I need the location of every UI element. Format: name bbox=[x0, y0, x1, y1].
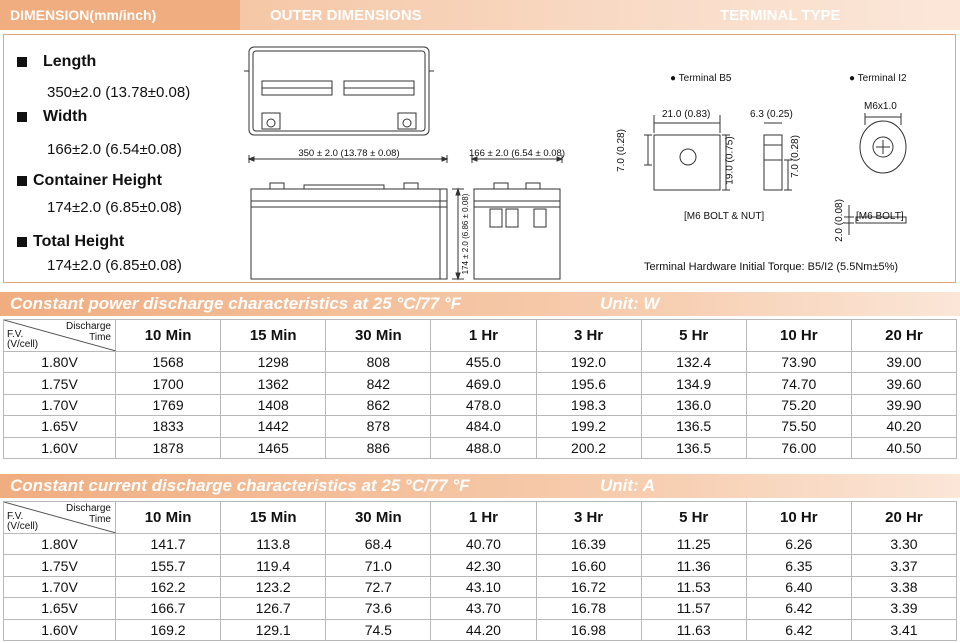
value-cell: 1568 bbox=[116, 352, 221, 373]
value-cell: 199.2 bbox=[536, 416, 641, 437]
terminal-i2-thread: M6x1.0 bbox=[864, 101, 897, 112]
value-cell: 862 bbox=[326, 394, 431, 415]
square-bullet-icon bbox=[17, 237, 27, 247]
battery-top-view bbox=[244, 47, 434, 135]
value-cell: 132.4 bbox=[641, 352, 746, 373]
column-header: 3 Hr bbox=[536, 320, 641, 352]
column-header: 10 Min bbox=[116, 502, 221, 534]
value-cell: 3.38 bbox=[851, 576, 956, 597]
value-cell: 6.42 bbox=[746, 619, 851, 640]
dimension-value: 174±2.0 (6.85±0.08) bbox=[47, 257, 182, 274]
value-cell: 3.39 bbox=[851, 598, 956, 619]
value-cell: 1833 bbox=[116, 416, 221, 437]
current-table-header bbox=[0, 474, 960, 498]
column-header: 1 Hr bbox=[431, 320, 536, 352]
width-dimension-text: 166 ± 2.0 (6.54 ± 0.08) bbox=[469, 148, 565, 159]
value-cell: 1442 bbox=[221, 416, 326, 437]
value-cell: 455.0 bbox=[431, 352, 536, 373]
table-header-row bbox=[4, 320, 957, 352]
column-header: 15 Min bbox=[221, 320, 326, 352]
current-table-title: Constant current discharge characteristics at 25 °C/77 °F bbox=[10, 476, 470, 495]
dimension-panel bbox=[3, 34, 956, 283]
square-bullet-icon bbox=[17, 176, 27, 186]
value-cell: 75.20 bbox=[746, 394, 851, 415]
value-cell: 113.8 bbox=[221, 534, 326, 555]
outer-dimensions-label: OUTER DIMENSIONS bbox=[270, 6, 422, 24]
value-cell: 136.0 bbox=[641, 394, 746, 415]
value-cell: 1298 bbox=[221, 352, 326, 373]
top-header-bar bbox=[0, 0, 960, 30]
value-cell: 469.0 bbox=[431, 373, 536, 394]
final-voltage-cell: 1.75V bbox=[4, 373, 116, 394]
value-cell: 3.30 bbox=[851, 534, 956, 555]
value-cell: 169.2 bbox=[116, 619, 221, 640]
height-dimension-text: 174 ± 2.0 (6.86 ± 0.08) bbox=[461, 193, 470, 275]
value-cell: 166.7 bbox=[116, 598, 221, 619]
table-row bbox=[4, 555, 957, 576]
value-cell: 1769 bbox=[116, 394, 221, 415]
value-cell: 74.5 bbox=[326, 619, 431, 640]
value-cell: 40.20 bbox=[851, 416, 956, 437]
value-cell: 198.3 bbox=[536, 394, 641, 415]
length-dimension-text: 350 ± 2.0 (13.78 ± 0.08) bbox=[298, 148, 400, 159]
value-cell: 123.2 bbox=[221, 576, 326, 597]
value-cell: 200.2 bbox=[536, 437, 641, 458]
terminal-b5-title: ● Terminal B5 bbox=[670, 73, 732, 84]
value-cell: 73.90 bbox=[746, 352, 851, 373]
dimension-header-label: DIMENSION(mm/inch) bbox=[10, 7, 157, 23]
value-cell: 808 bbox=[326, 352, 431, 373]
value-cell: 886 bbox=[326, 437, 431, 458]
final-voltage-cell: 1.60V bbox=[4, 619, 116, 640]
value-cell: 6.42 bbox=[746, 598, 851, 619]
outer-dimension-drawing bbox=[244, 41, 574, 281]
final-voltage-cell: 1.65V bbox=[4, 416, 116, 437]
current-table-body bbox=[4, 534, 957, 641]
value-cell: 11.53 bbox=[641, 576, 746, 597]
value-cell: 73.6 bbox=[326, 598, 431, 619]
final-voltage-cell: 1.80V bbox=[4, 352, 116, 373]
final-voltage-cell: 1.65V bbox=[4, 598, 116, 619]
column-header: 30 Min bbox=[326, 502, 431, 534]
final-voltage-cell: 1.80V bbox=[4, 534, 116, 555]
value-cell: 195.6 bbox=[536, 373, 641, 394]
value-cell: 43.70 bbox=[431, 598, 536, 619]
value-cell: 40.70 bbox=[431, 534, 536, 555]
value-cell: 3.37 bbox=[851, 555, 956, 576]
terminal-b5-height-3: 7.0 (0.28) bbox=[789, 135, 801, 178]
value-cell: 40.50 bbox=[851, 437, 956, 458]
column-header: 20 Hr bbox=[851, 320, 956, 352]
square-bullet-icon bbox=[17, 112, 27, 122]
terminal-i2-title: ● Terminal I2 bbox=[849, 73, 907, 84]
dimension-label: Total Height bbox=[33, 233, 125, 250]
corner-cell: Discharge Time F.V. (V/cell) bbox=[4, 320, 116, 352]
terminal-svg bbox=[604, 65, 954, 265]
value-cell: 141.7 bbox=[116, 534, 221, 555]
dimension-label: Length bbox=[43, 53, 97, 70]
value-cell: 68.4 bbox=[326, 534, 431, 555]
current-table bbox=[3, 501, 957, 641]
value-cell: 76.00 bbox=[746, 437, 851, 458]
terminal-i2-note: [M6 BOLT] bbox=[856, 211, 904, 222]
value-cell: 134.9 bbox=[641, 373, 746, 394]
terminal-i2-height: 2.0 (0.08) bbox=[833, 199, 845, 242]
final-voltage-cell: 1.60V bbox=[4, 437, 116, 458]
column-header: 5 Hr bbox=[641, 502, 746, 534]
value-cell: 11.25 bbox=[641, 534, 746, 555]
dimension-value: 166±2.0 (6.54±0.08) bbox=[47, 141, 182, 158]
value-cell: 3.41 bbox=[851, 619, 956, 640]
terminal-b5-height-2: 19.0 (0.75) bbox=[724, 136, 736, 185]
value-cell: 478.0 bbox=[431, 394, 536, 415]
value-cell: 136.5 bbox=[641, 416, 746, 437]
value-cell: 44.20 bbox=[431, 619, 536, 640]
torque-note: Terminal Hardware Initial Torque: B5/I2 (5.5Nm±5%) bbox=[644, 261, 899, 273]
column-header: 15 Min bbox=[221, 502, 326, 534]
value-cell: 71.0 bbox=[326, 555, 431, 576]
value-cell: 11.63 bbox=[641, 619, 746, 640]
value-cell: 192.0 bbox=[536, 352, 641, 373]
outer-terminal-header bbox=[240, 0, 940, 30]
header-tail bbox=[940, 0, 960, 30]
table-row bbox=[4, 534, 957, 555]
column-header: 30 Min bbox=[326, 320, 431, 352]
value-cell: 162.2 bbox=[116, 576, 221, 597]
power-table bbox=[3, 319, 957, 459]
value-cell: 1465 bbox=[221, 437, 326, 458]
terminal-drawing bbox=[604, 65, 954, 275]
value-cell: 72.7 bbox=[326, 576, 431, 597]
table-row bbox=[4, 352, 957, 373]
value-cell: 16.39 bbox=[536, 534, 641, 555]
column-header: 3 Hr bbox=[536, 502, 641, 534]
value-cell: 1700 bbox=[116, 373, 221, 394]
value-cell: 1362 bbox=[221, 373, 326, 394]
value-cell: 155.7 bbox=[116, 555, 221, 576]
value-cell: 488.0 bbox=[431, 437, 536, 458]
value-cell: 43.10 bbox=[431, 576, 536, 597]
value-cell: 129.1 bbox=[221, 619, 326, 640]
final-voltage-cell: 1.75V bbox=[4, 555, 116, 576]
value-cell: 136.5 bbox=[641, 437, 746, 458]
power-table-header bbox=[0, 292, 960, 316]
column-header: 10 Min bbox=[116, 320, 221, 352]
terminal-b5-thickness: 6.3 (0.25) bbox=[750, 109, 793, 120]
value-cell: 39.60 bbox=[851, 373, 956, 394]
dimension-value: 174±2.0 (6.85±0.08) bbox=[47, 199, 182, 216]
table-row bbox=[4, 576, 957, 597]
table-row bbox=[4, 437, 957, 458]
column-header: 10 Hr bbox=[746, 502, 851, 534]
battery-side-view bbox=[472, 155, 562, 279]
power-table-unit: Unit: W bbox=[600, 294, 660, 313]
column-header: 5 Hr bbox=[641, 320, 746, 352]
terminal-b5-height-1: 7.0 (0.28) bbox=[615, 129, 627, 172]
value-cell: 39.00 bbox=[851, 352, 956, 373]
terminal-b5-width: 21.0 (0.83) bbox=[662, 109, 711, 120]
value-cell: 11.36 bbox=[641, 555, 746, 576]
dimension-label: Container Height bbox=[33, 172, 162, 189]
current-table-unit: Unit: A bbox=[600, 476, 656, 495]
final-voltage-cell: 1.70V bbox=[4, 394, 116, 415]
value-cell: 6.35 bbox=[746, 555, 851, 576]
table-row bbox=[4, 619, 957, 640]
value-cell: 878 bbox=[326, 416, 431, 437]
value-cell: 16.78 bbox=[536, 598, 641, 619]
value-cell: 119.4 bbox=[221, 555, 326, 576]
power-table-body bbox=[4, 352, 957, 459]
dimension-label: Width bbox=[43, 108, 88, 125]
value-cell: 74.70 bbox=[746, 373, 851, 394]
terminal-b5-shape bbox=[644, 115, 792, 190]
battery-front-view bbox=[249, 155, 447, 279]
corner-cell: Discharge Time F.V. (V/cell) bbox=[4, 502, 116, 534]
value-cell: 16.60 bbox=[536, 555, 641, 576]
value-cell: 1878 bbox=[116, 437, 221, 458]
value-cell: 16.72 bbox=[536, 576, 641, 597]
value-cell: 842 bbox=[326, 373, 431, 394]
value-cell: 1408 bbox=[221, 394, 326, 415]
value-cell: 484.0 bbox=[431, 416, 536, 437]
dimension-list bbox=[4, 35, 234, 281]
value-cell: 75.50 bbox=[746, 416, 851, 437]
value-cell: 16.98 bbox=[536, 619, 641, 640]
dimension-header bbox=[0, 0, 240, 30]
value-cell: 126.7 bbox=[221, 598, 326, 619]
table-header-row bbox=[4, 502, 957, 534]
table-row bbox=[4, 416, 957, 437]
value-cell: 39.90 bbox=[851, 394, 956, 415]
final-voltage-cell: 1.70V bbox=[4, 576, 116, 597]
square-bullet-icon bbox=[17, 57, 27, 67]
column-header: 20 Hr bbox=[851, 502, 956, 534]
value-cell: 11.57 bbox=[641, 598, 746, 619]
table-row bbox=[4, 394, 957, 415]
value-cell: 6.40 bbox=[746, 576, 851, 597]
terminal-type-label: TERMINAL TYPE bbox=[720, 6, 841, 24]
column-header: 1 Hr bbox=[431, 502, 536, 534]
value-cell: 42.30 bbox=[431, 555, 536, 576]
power-table-title: Constant power discharge characteristics at 25 °C/77 °F bbox=[10, 294, 462, 313]
table-row bbox=[4, 373, 957, 394]
dimension-value: 350±2.0 (13.78±0.08) bbox=[47, 84, 191, 101]
column-header: 10 Hr bbox=[746, 320, 851, 352]
value-cell: 6.26 bbox=[746, 534, 851, 555]
terminal-b5-note: [M6 BOLT & NUT] bbox=[684, 211, 765, 222]
table-row bbox=[4, 598, 957, 619]
